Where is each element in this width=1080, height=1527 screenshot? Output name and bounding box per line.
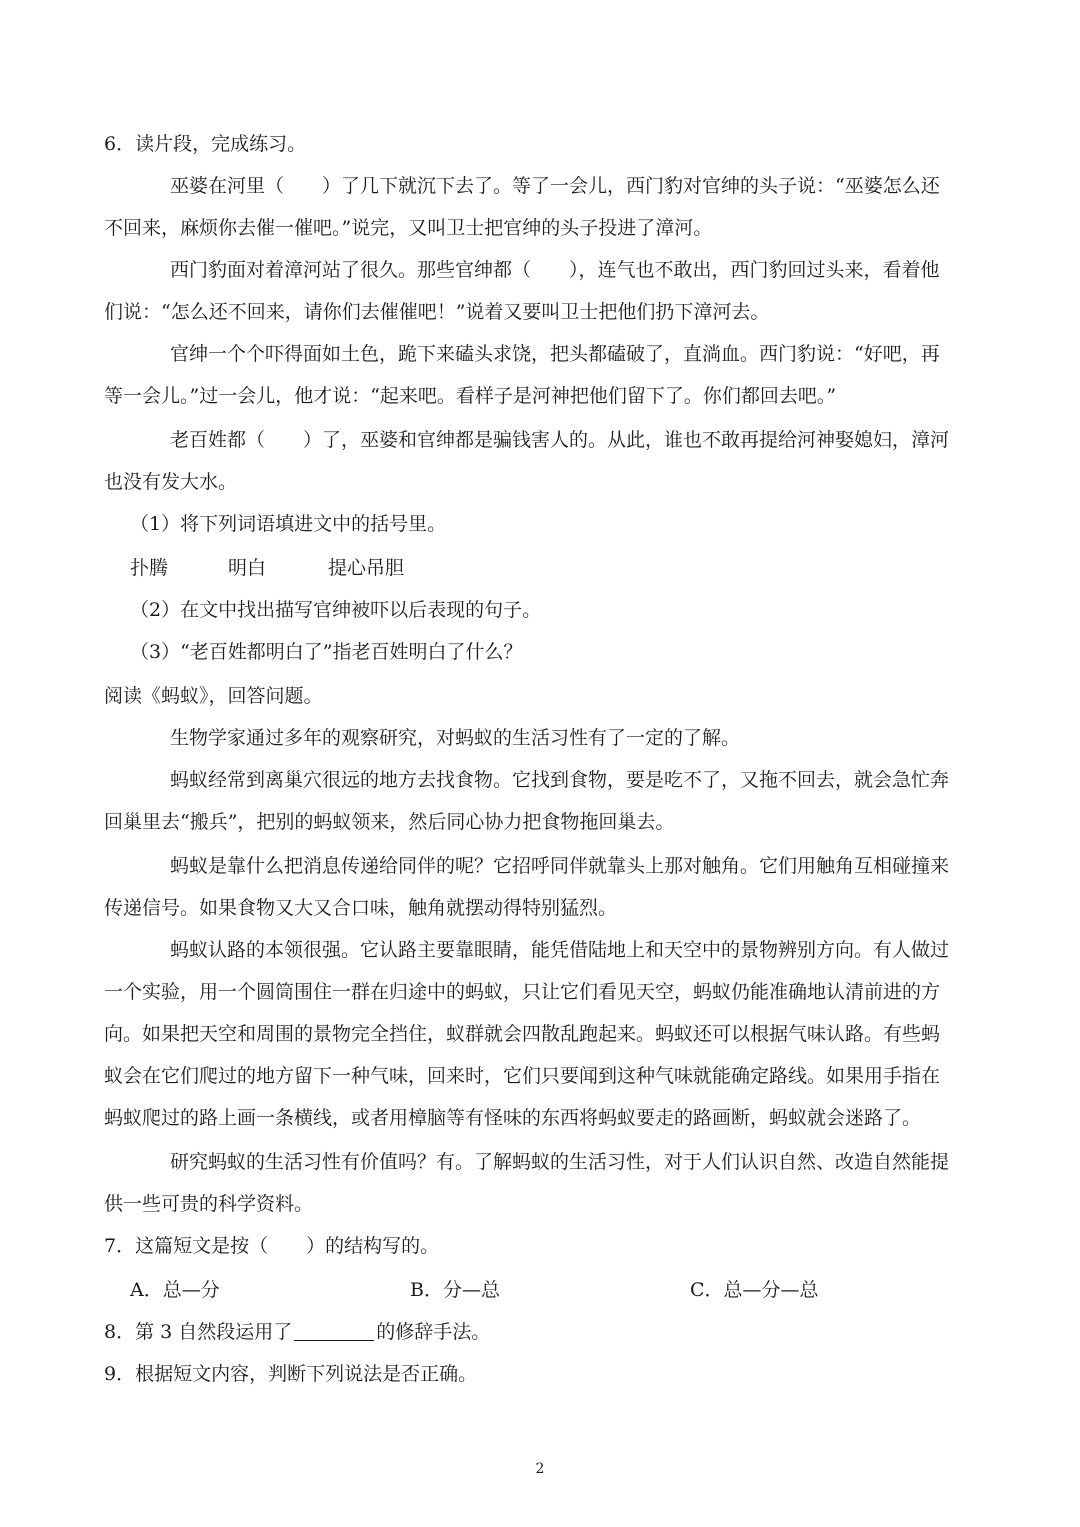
q7-option-b: B．分—总 bbox=[410, 1279, 500, 1301]
reading-p3-line2: 传递信号。如果食物又大又合口味，触角就摆动得特别猛烈。 bbox=[104, 897, 618, 919]
q8-line bbox=[104, 1320, 490, 1344]
word-option: 扑腾 bbox=[130, 557, 169, 579]
reading-p5-line2: 供一些可贵的科学资料。 bbox=[104, 1193, 314, 1215]
q6-sub2: （2）在文中找出描写官绅被吓以后表现的句子。 bbox=[130, 599, 542, 621]
reading-p5-line1: 研究蚂蚁的生活习性有价值吗？有。了解蚂蚁的生活习性，对于人们认识自然、改造自然能提 bbox=[170, 1151, 950, 1173]
q6-p2-line2: 们说：“怎么还不回来，请你们去催催吧！”说着又要叫卫士把他们扔下漳河去。 bbox=[104, 301, 770, 323]
q9-title: 9．根据短文内容，判断下列说法是否正确。 bbox=[104, 1363, 478, 1385]
reading-p4-line3: 向。如果把天空和周围的景物完全挡住，蚁群就会四散乱跑起来。蚂蚁还可以根据气味认路。有些蚂 bbox=[104, 1023, 941, 1045]
q8-answer-blank[interactable] bbox=[294, 1320, 374, 1341]
reading-p4-line2: 一个实验，用一个圆筒围住一群在归途中的蚂蚁，只让它们看见天空，蚂蚁仍能准确地认清前进的方 bbox=[104, 981, 941, 1003]
q7-option-a: A．总—分 bbox=[130, 1279, 220, 1301]
q6-p4-line1: 老百姓都（ ）了，巫婆和官绅都是骗钱害人的。从此，谁也不敢再提给河神娶媳妇，漳河 bbox=[170, 429, 950, 451]
q6-p2-line1: 西门豹面对着漳河站了很久。那些官绅都（ ），连气也不敢出，西门豹回过头来，看着他 bbox=[170, 259, 940, 281]
reading-p4-line4: 蚁会在它们爬过的地方留下一种气味，回来时，它们只要闻到这种气味就能确定路线。如果用手指在 bbox=[104, 1065, 941, 1087]
q7-title: 7．这篇短文是按（ ）的结构写的。 bbox=[104, 1235, 440, 1257]
reading-p2-line2: 回巢里去“搬兵”，把别的蚂蚁领来，然后同心协力把食物拖回巢去。 bbox=[104, 811, 675, 833]
q6-title: 6．读片段，完成练习。 bbox=[104, 133, 307, 155]
reading-p1: 生物学家通过多年的观察研究，对蚂蚁的生活习性有了一定的了解。 bbox=[170, 727, 741, 749]
word-option: 提心吊胆 bbox=[328, 557, 405, 579]
reading-p4-line5: 蚂蚁爬过的路上画一条横线，或者用樟脑等有怪味的东西将蚂蚁要走的路画断，蚂蚁就会迷路了。 bbox=[104, 1107, 922, 1129]
reading-p2-line1: 蚂蚁经常到离巢穴很远的地方去找食物。它找到食物，要是吃不了，又拖不回去，就会急忙奔 bbox=[170, 769, 950, 791]
q8-text-before: 8．第 3 自然段运用了 bbox=[104, 1321, 293, 1343]
q6-p1-line2: 不回来，麻烦你去催一催吧。”说完，又叫卫士把官绅的头子投进了漳河。 bbox=[104, 217, 713, 239]
q6-p1-line1: 巫婆在河里（ ）了几下就沉下去了。等了一会儿，西门豹对官绅的头子说：“巫婆怎么还 bbox=[170, 175, 940, 197]
page-number: 2 bbox=[535, 1461, 545, 1477]
q6-p3-line2: 等一会儿。”过一会儿，他才说：“起来吧。看样子是河神把他们留下了。你们都回去吧。” bbox=[104, 385, 837, 407]
q6-p4-line2: 也没有发大水。 bbox=[104, 471, 238, 493]
word-option: 明白 bbox=[228, 557, 267, 579]
q6-sub1: （1）将下列词语填进文中的括号里。 bbox=[130, 513, 447, 535]
q6-sub3: （3）“老百姓都明白了”指老百姓明白了什么？ bbox=[130, 641, 523, 663]
q8-text-after: 的修辞手法。 bbox=[376, 1321, 491, 1343]
reading-title: 阅读《蚂蚁》，回答问题。 bbox=[104, 685, 323, 707]
q6-p3-line1: 官绅一个个吓得面如土色，跪下来磕头求饶，把头都磕破了，直淌血。西门豹说：“好吧，再 bbox=[170, 343, 940, 365]
reading-p3-line1: 蚂蚁是靠什么把消息传递给同伴的呢？它招呼同伴就靠头上那对触角。它们用触角互相碰撞来 bbox=[170, 855, 950, 877]
q7-option-c: C．总—分—总 bbox=[690, 1279, 819, 1301]
reading-p4-line1: 蚂蚁认路的本领很强。它认路主要靠眼睛，能凭借陆地上和天空中的景物辨别方向。有人做过 bbox=[170, 939, 950, 961]
